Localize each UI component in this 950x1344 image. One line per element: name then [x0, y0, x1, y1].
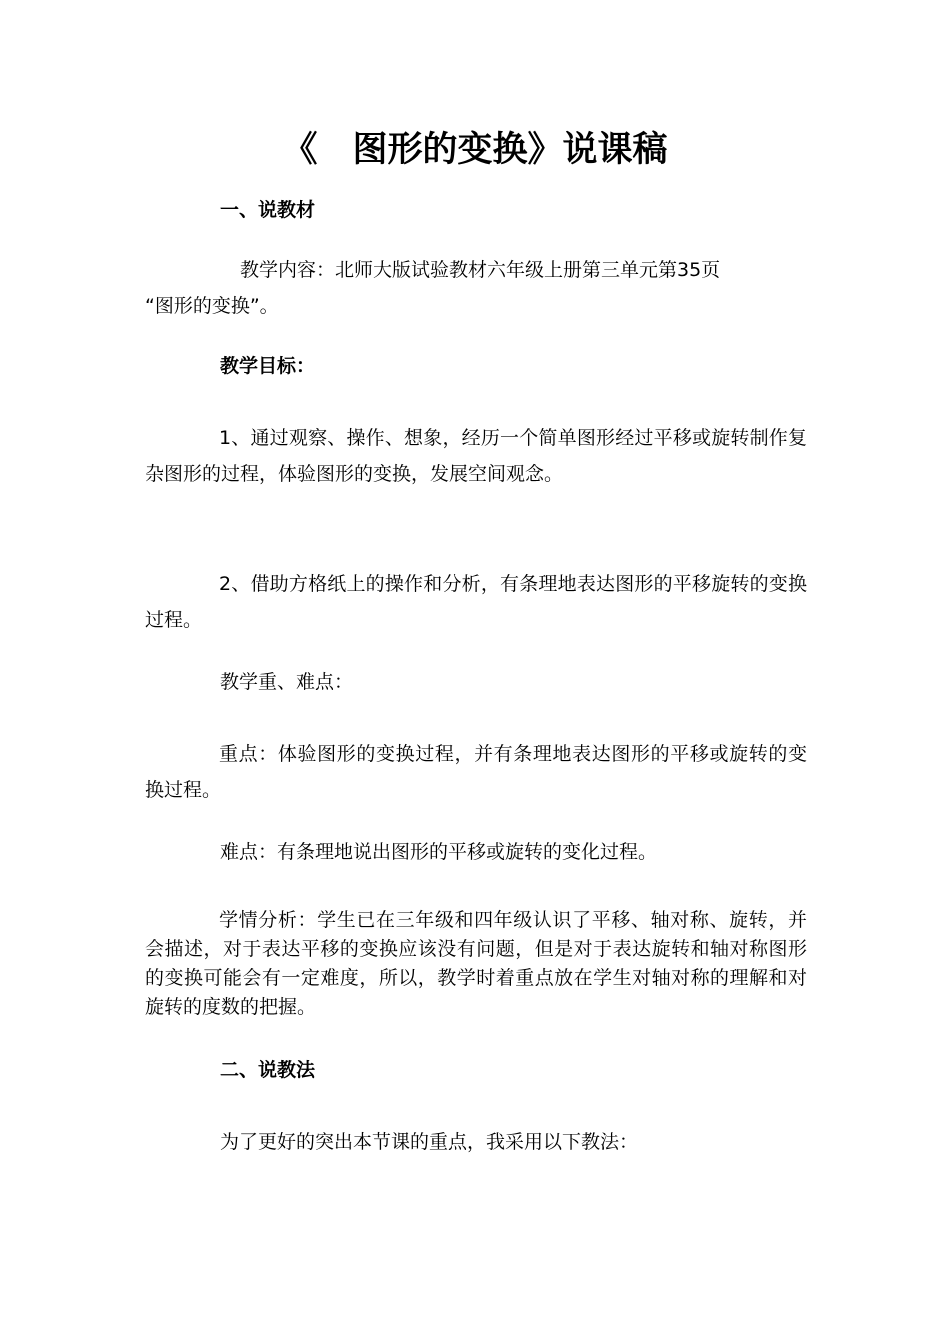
- key-point: 重点：体验图形的变换过程，并有条理地表达图形的平移或旋转的变换过程。: [145, 743, 807, 801]
- teaching-content-line-2: “图形的变换”。: [145, 295, 279, 317]
- section-heading-teaching-method: 二、说教法: [220, 1059, 316, 1081]
- document-title: 《 图形的变换》说课稿: [282, 130, 668, 170]
- objective-2: 2、借助方格纸上的操作和分析，有条理地表达图形的平移旋转的变换过程。: [145, 573, 807, 631]
- section-heading-teaching-material: 一、说教材: [220, 199, 316, 221]
- objective-1: 1、通过观察、操作、想象，经历一个简单图形经过平移或旋转制作复杂图形的过程，体验图形的变换，发展空间观念。: [145, 427, 807, 485]
- learner-analysis: 学情分析：学生已在三年级和四年级认识了平移、轴对称、旋转，并会描述，对于表达平移的变换应该没有问题，但是对于表达旋转和轴对称图形的变换可能会有一定难度，所以，教学时着重点放在学生对轴对称的理解和对旋转的度数的把握。: [145, 909, 807, 1018]
- key-difficult-heading: 教学重、难点：: [220, 671, 354, 693]
- teaching-content-line-1: 教学内容：北师大版试验教材六年级上册第三单元第35页: [240, 259, 721, 281]
- difficult-point: 难点：有条理地说出图形的平移或旋转的变化过程。: [220, 841, 658, 863]
- teaching-method-intro: 为了更好的突出本节课的重点，我采用以下教法：: [220, 1131, 639, 1153]
- objectives-heading: 教学目标：: [220, 355, 316, 377]
